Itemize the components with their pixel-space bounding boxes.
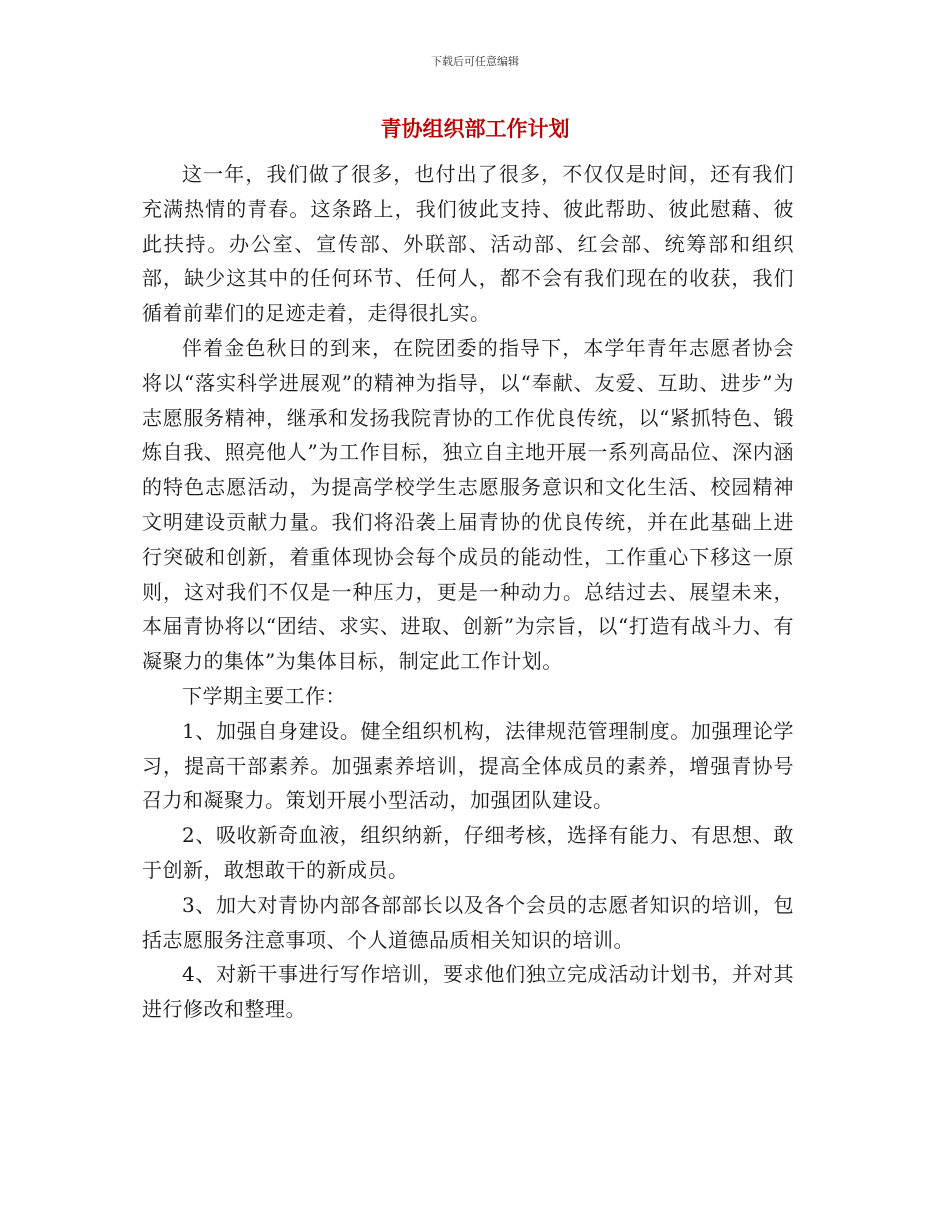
paragraph-item-1: 1、加强自身建设。健全组织机构，法律规范管理制度。加强理论学习，提高干部素养。加强素养培训，提高全体成员的素养，增强青协号召力和凝聚力。策划开展小型活动，加强团队建设。 [142,718,794,813]
document-title: 青协组织部工作计划 [380,116,570,141]
paragraph-intro: 这一年，我们做了很多，也付出了很多，不仅仅是时间，还有我们充满热情的青春。这条路上，我们彼此支持、彼此帮助、彼此慰藉、彼此扶持。办公室、宣传部、外联部、活动部、红会部、统筹部和组织部，缺少这其中的任何环节、任何人，都不会有我们现在的收获，我们循着前辈们的足迹走着，走得很扎实。 [142,162,794,326]
paragraph-item-3: 3、加大对青协内部各部部长以及各个会员的志愿者知识的培训，包括志愿服务注意事项、个人道德品质相关知识的培训。 [142,892,794,952]
header-note: 下载后可任意编辑 [431,55,519,68]
paragraph-goals: 伴着金色秋日的到来，在院团委的指导下，本学年青年志愿者协会将以“落实科学进展观”的精神为指导，以“奉献、友爱、互助、进步”为志愿服务精神，继承和发扬我院青协的工作优良传统，以“紧抓特色、锻炼自我、照亮他人”为工作目标，独立自主地开展一系列高品位、深内涵的特色志愿活动，为提高学校学生志愿服务意识和文化生活、校园精神文明建设贡献力量。我们将沿袭上届青协的优良传统，并在此基础上进行突破和创新，着重体现协会每个成员的能动性，工作重心下移这一原则，这对我们不仅是一种压力，更是一种动力。总结过去、展望未来，本届青协将以“团结、求实、进取、创新”为宗旨，以“打造有战斗力、有凝聚力的集体”为集体目标，制定此工作计划。 [142,335,794,674]
paragraph-section-heading: 下学期主要工作： [182,683,346,708]
document-body [142,157,794,1027]
paragraph-item-2: 2、吸收新奇血液，组织纳新，仔细考核，选择有能力、有思想、敢于创新，敢想敢干的新成员。 [142,823,794,882]
paragraph-item-4: 4、对新干事进行写作培训，要求他们独立完成活动计划书，并对其进行修改和整理。 [142,962,794,1022]
